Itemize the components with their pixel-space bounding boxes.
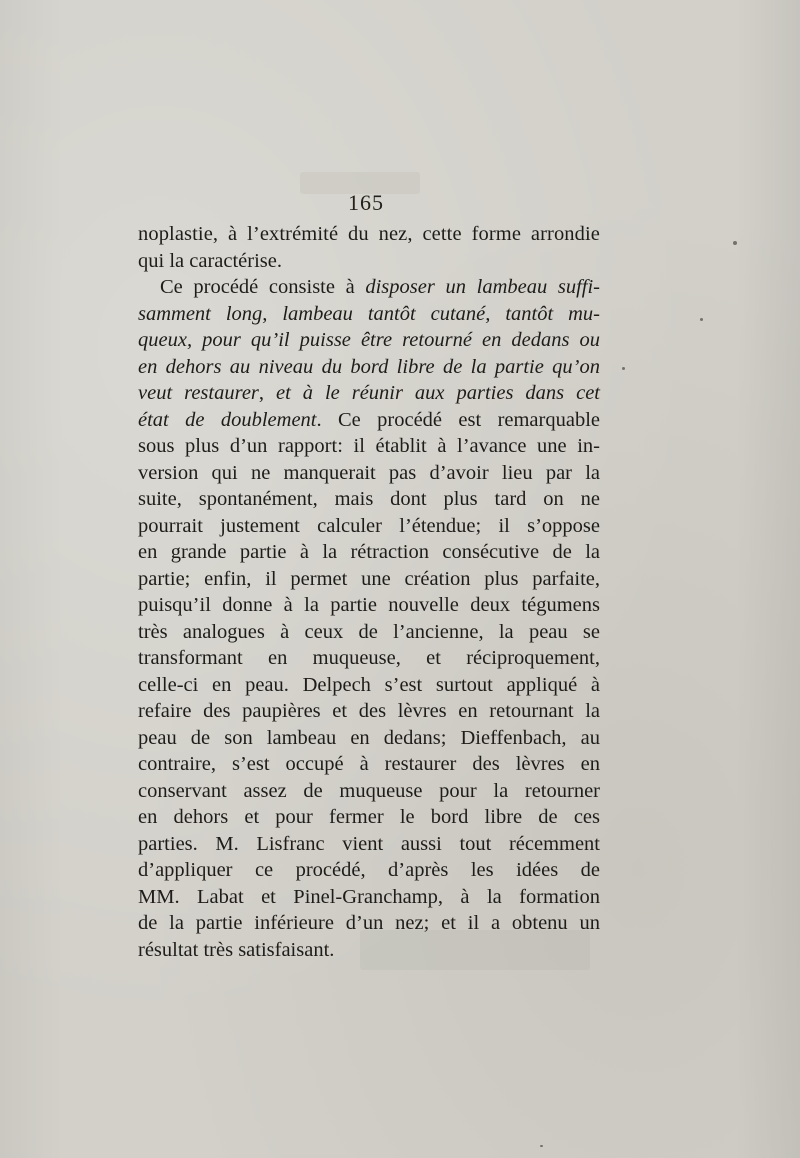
text-line [138, 486, 600, 513]
text-segment: peau de son lambeau en dedans; Dieffenbach, au [138, 726, 600, 749]
text-line [138, 274, 600, 301]
text-line [138, 804, 600, 831]
text-line [138, 672, 600, 699]
text-line [138, 645, 600, 672]
text-segment: , [258, 382, 276, 404]
italic-text-segment: en dehors au niveau du bord libre de la partie qu’on [138, 355, 600, 378]
text-segment: refaire des paupières et des lèvres en retournant la [138, 700, 600, 722]
text-segment: très analogues à ceux de l’ancienne, la peau se [138, 620, 600, 643]
text-line [138, 910, 600, 937]
text-line [138, 751, 600, 778]
text-segment: conservant assez de muqueuse pour la retourner [138, 779, 600, 802]
text-line [138, 619, 600, 646]
text-segment: parties. M. Lisfranc vient aussi tout récemment [138, 832, 600, 855]
text-segment: de la partie inférieure d’un nez; et il a obtenu un [138, 912, 600, 934]
text-line [138, 354, 600, 381]
text-line [138, 592, 600, 619]
text-segment: MM. Labat et Pinel-Granchamp, à la formation [138, 885, 600, 908]
text-segment: en dehors et pour fermer le bord libre de ces [138, 806, 600, 828]
text-segment: noplastie, à l’extrémité du nez, cette forme arrondie [138, 223, 600, 245]
text-line [138, 327, 600, 354]
text-segment: contraire, s’est occupé à restaurer des lèvres en [138, 753, 600, 775]
text-segment: pourrait justement calculer l’étendue; il s’oppose [138, 514, 600, 537]
italic-text-segment: samment long, lambeau tantôt cutané, tantôt mu- [138, 302, 600, 325]
italic-text-segment: queux, pour qu’il puisse être retourné en dedans ou [138, 329, 600, 351]
italic-text-segment: disposer un lambeau suffi- [365, 276, 600, 298]
text-line [138, 884, 600, 911]
text-line [138, 407, 600, 434]
page-number: 165 [348, 190, 384, 215]
text-segment: puisqu’il donne à la partie nouvelle deux tégumens [138, 594, 600, 616]
text-line [138, 831, 600, 858]
text-line [138, 698, 600, 725]
text-segment: suite, spontanément, mais dont plus tard on ne [138, 488, 600, 510]
text-line [138, 460, 600, 487]
text-line [138, 566, 600, 593]
text-segment: qui la caractérise. [138, 249, 282, 272]
text-segment: Ce procédé consiste à [160, 276, 366, 298]
text-line [138, 937, 600, 964]
text-line [138, 221, 600, 248]
text-segment: partie; enfin, il permet une création plus parfaite, [138, 567, 600, 590]
body-text [138, 221, 600, 963]
text-line [138, 513, 600, 540]
text-segment: d’appliquer ce procédé, d’après les idées de [138, 859, 600, 881]
text-segment: résultat très satisfaisant. [138, 938, 335, 961]
italic-text-segment: veut restaurer [138, 382, 259, 404]
text-line [138, 539, 600, 566]
text-line [138, 248, 600, 275]
text-line [138, 778, 600, 805]
text-segment: . Ce procédé est remarquable [316, 408, 601, 431]
text-segment: celle-ci en peau. Delpech s’est surtout appliqué à [138, 673, 600, 696]
text-line [138, 301, 600, 328]
paper-speck [622, 367, 625, 370]
paper-speck [540, 1145, 543, 1147]
italic-text-segment: et à le réunir aux parties dans cet [275, 382, 600, 404]
italic-text-segment: état de doublement [138, 408, 317, 431]
text-segment: transformant en muqueuse, et réciproquement, [138, 647, 600, 669]
text-line [138, 380, 600, 407]
text-segment: en grande partie à la rétraction consécutive de la [138, 541, 600, 563]
paper-speck [700, 318, 703, 321]
text-line [138, 433, 600, 460]
paper-speck [733, 241, 737, 245]
text-line [138, 857, 600, 884]
text-segment: sous plus d’un rapport: il établit à l’avance une in- [138, 435, 600, 457]
text-segment: version qui ne manquerait pas d’avoir lieu par la [138, 461, 600, 484]
text-line [138, 725, 600, 752]
